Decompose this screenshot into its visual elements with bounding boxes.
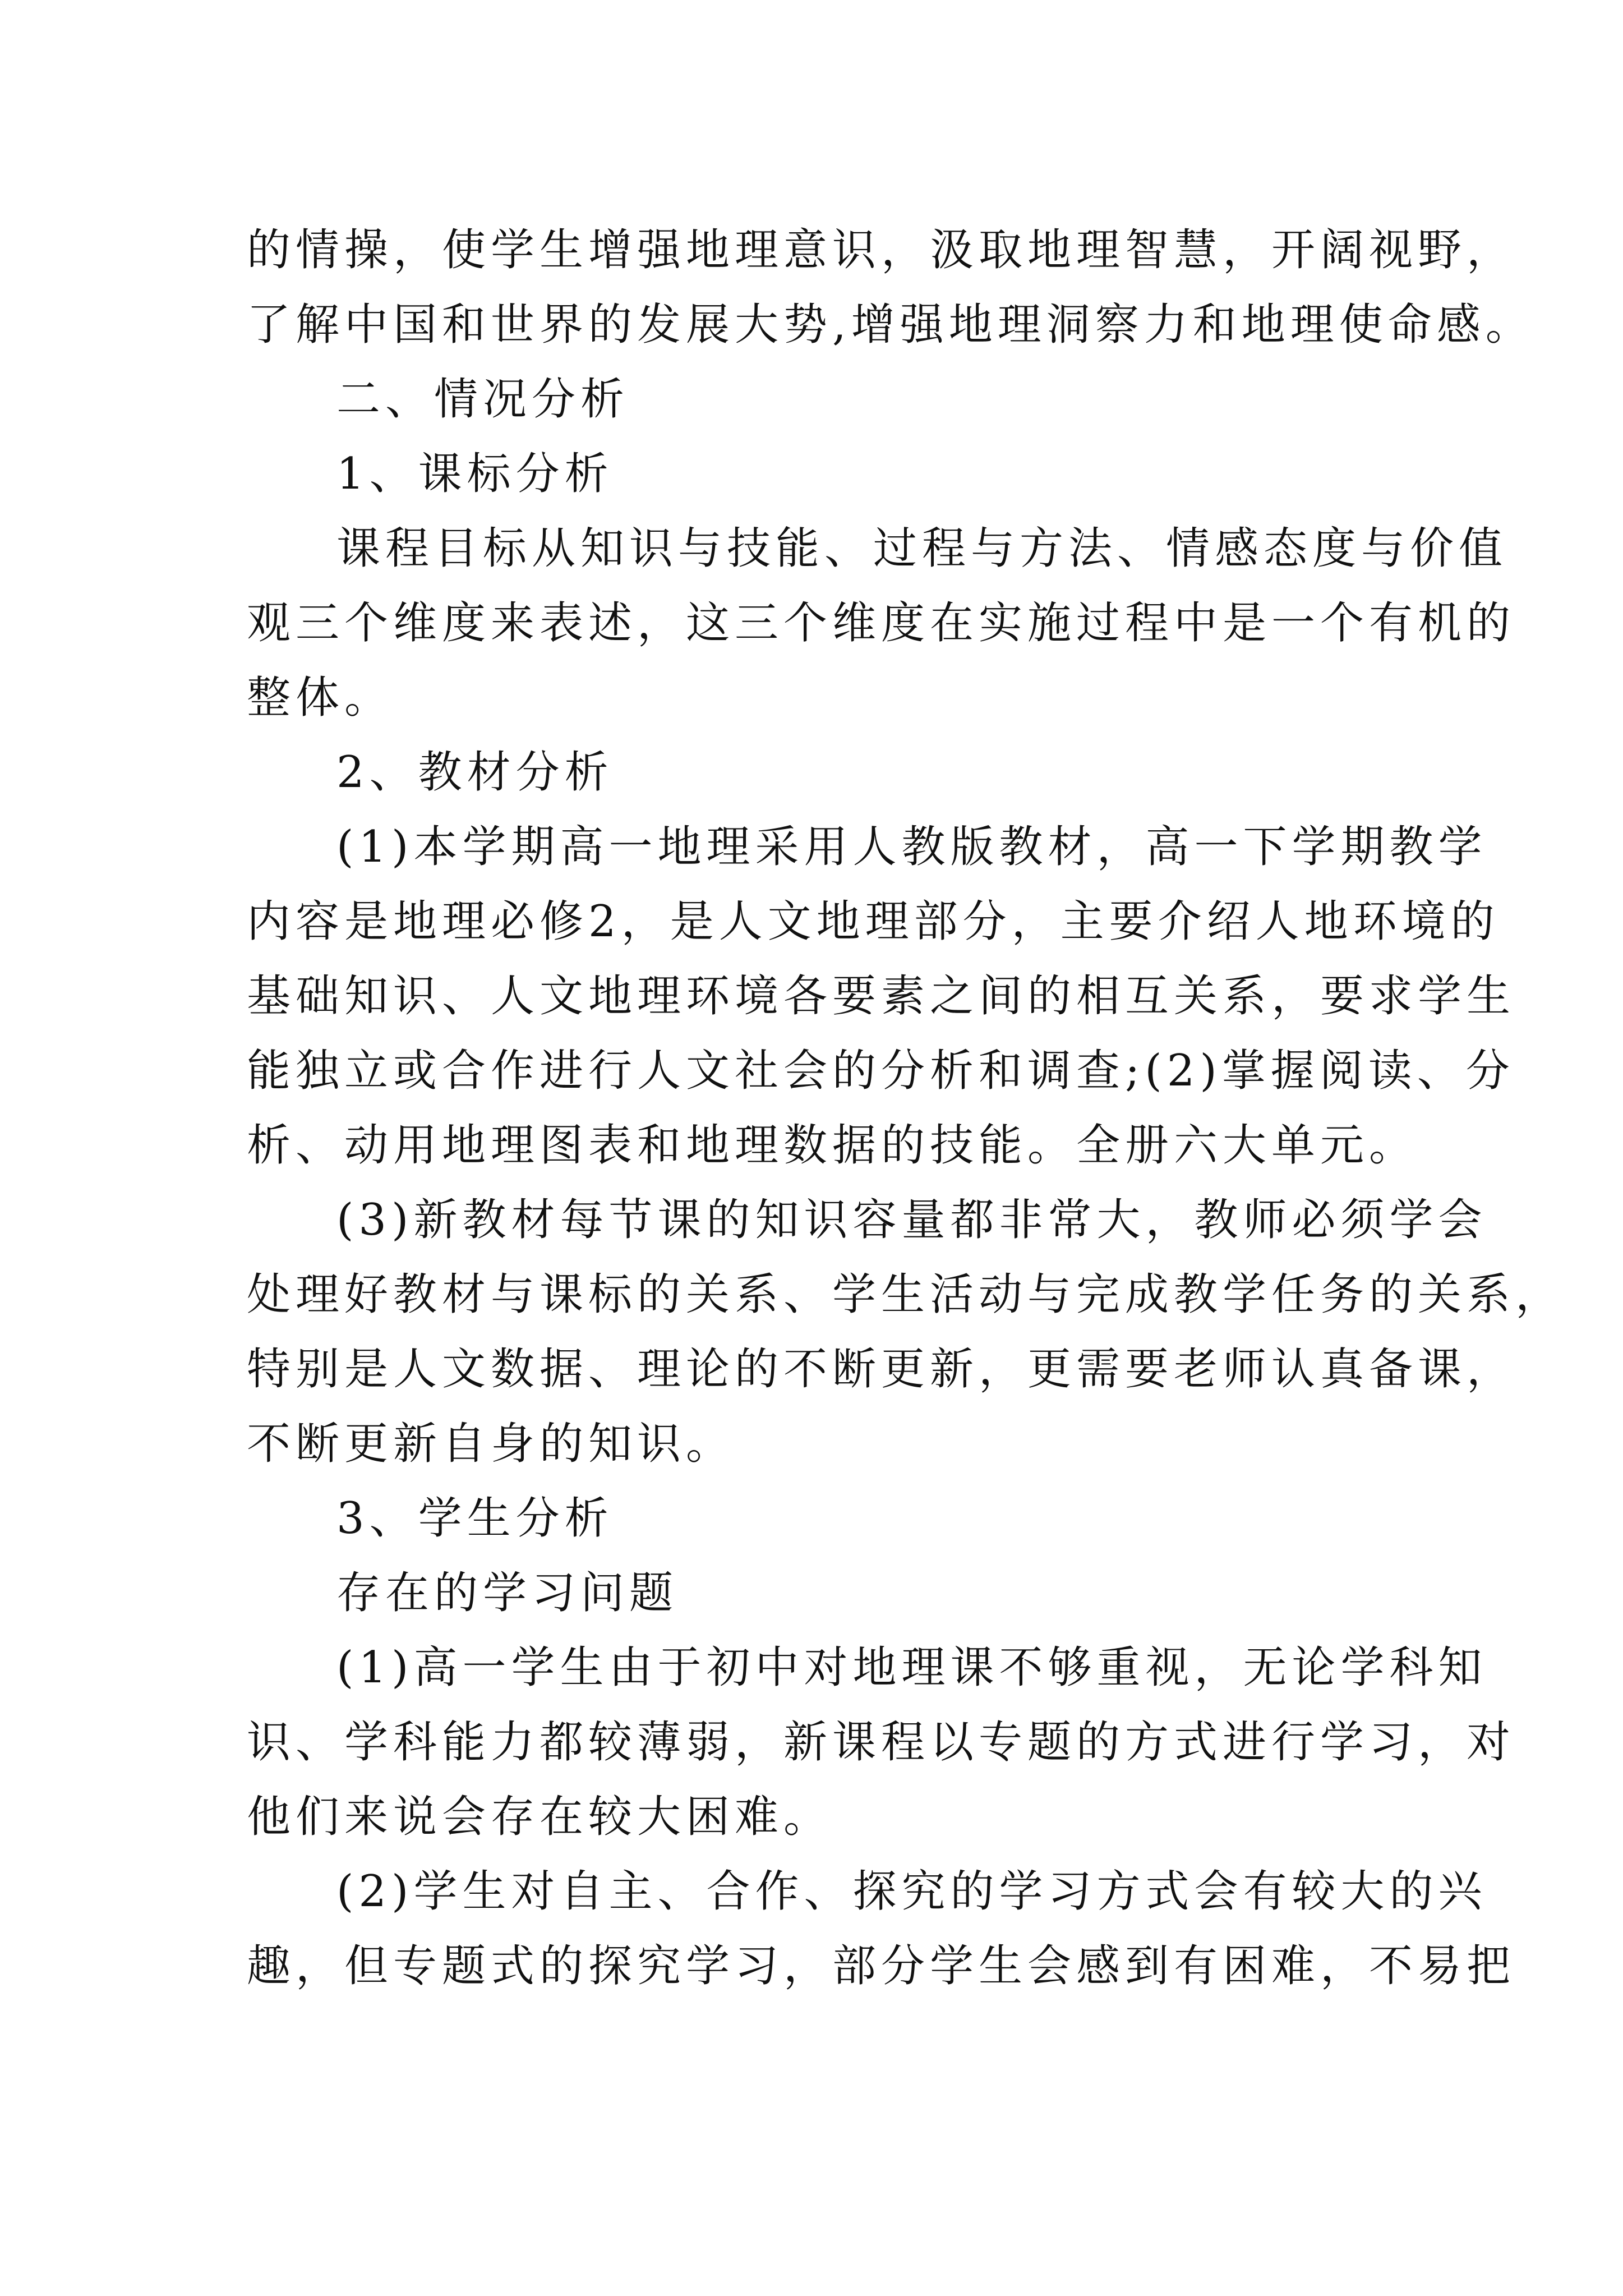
paragraph-line-9: (1)本学期高一地理采用人教版教材，高一下学期教学 [336,822,1487,872]
paragraph-line-12: 能独立或合作进行人文社会的分析和调查;(2)掌握阅读、分 [247,1046,1515,1096]
document-body [247,213,1565,2004]
paragraph-line-22: 他们来说会存在较大困难。 [247,1792,833,1842]
paragraph-line-15: 处理好教材与课标的关系、学生活动与完成教学任务的关系， [247,1269,1565,1320]
subheading-student-analysis: 3、学生分析 [336,1493,614,1544]
paragraph-line-10: 内容是地理必修2，是人文地理部分，主要介绍人地环境的 [247,896,1500,947]
paragraph-line-20: (1)高一学生由于初中对地理课不够重视，无论学科知 [336,1642,1487,1693]
paragraph-line-23: (2)学生对自主、合作、探究的学习方式会有较大的兴 [336,1866,1487,1917]
paragraph-line-14: (3)新教材每节课的知识容量都非常大，教师必须学会 [336,1195,1487,1245]
paragraph-line-13: 析、动用地理图表和地理数据的技能。全册六大单元。 [247,1120,1418,1171]
paragraph-line-16: 特别是人文数据、理论的不断更新，更需要老师认真备课， [247,1344,1516,1395]
paragraph-line-6: 观三个维度来表述，这三个维度在实施过程中是一个有机的 [247,598,1516,648]
paragraph-line-17: 不断更新自身的知识。 [247,1419,735,1469]
paragraph-line-5: 课程目标从知识与技能、过程与方法、情感态度与价值 [336,523,1508,574]
subheading-curriculum-standard-analysis: 1、课标分析 [336,449,614,499]
paragraph-line-1: 的情操，使学生增强地理意识，汲取地理智慧，开阔视野， [247,225,1516,275]
paragraph-line-21: 识、学科能力都较薄弱，新课程以专题的方式进行学习，对 [247,1717,1516,1768]
subheading-textbook-analysis: 2、教材分析 [336,747,614,798]
subheading-learning-problems: 存在的学习问题 [336,1568,679,1618]
paragraph-line-24: 趣，但专题式的探究学习，部分学生会感到有困难，不易把 [247,1941,1516,1991]
section-heading-situation-analysis: 二、情况分析 [336,374,630,425]
paragraph-line-11: 基础知识、人文地理环境各要素之间的相互关系，要求学生 [247,971,1516,1022]
paragraph-line-2: 了解中国和世界的发展大势,增强地理洞察力和地理使命感。 [247,300,1534,350]
paragraph-line-7: 整体。 [247,673,394,723]
